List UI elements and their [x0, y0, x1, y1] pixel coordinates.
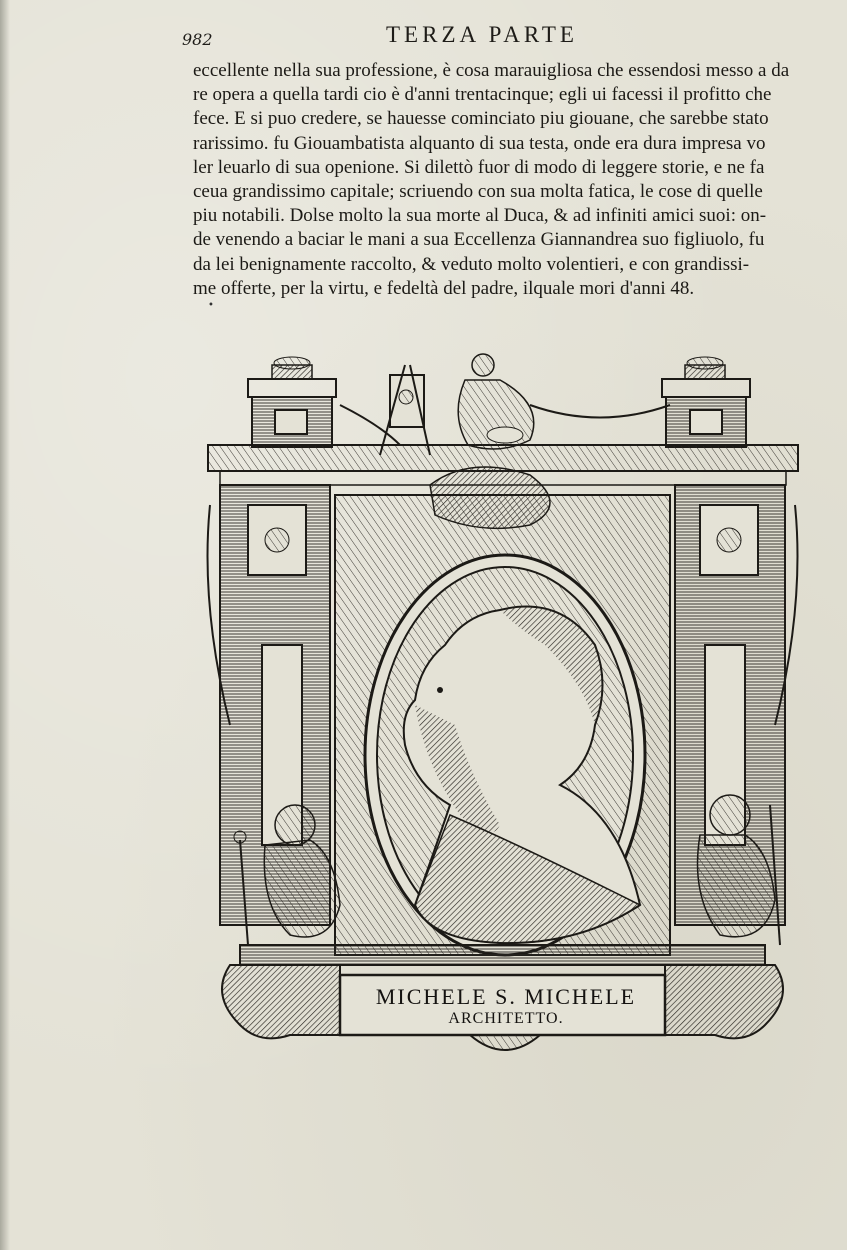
caption-name: MICHELE S. MICHELE	[375, 984, 637, 1009]
text-line: ler leuarlo di sua openione. Si dilettò fuor di modo di leggere storie, e ne fa	[193, 156, 765, 178]
text-line: rarissimo. fu Giouambatista alquanto di sua testa, onde era dura impresa vo	[193, 132, 766, 154]
top-right-urn	[685, 357, 725, 379]
page-number: 982	[182, 30, 213, 49]
portrait-caption	[356, 984, 656, 1028]
top-right-pedestal	[662, 379, 750, 447]
body-text	[193, 59, 813, 301]
top-left-urn	[272, 357, 312, 379]
text-line: ceua grandissimo capitale; scriuendo con sua molta fatica, le cose di quelle	[193, 180, 763, 202]
text-line: fece. E si puo credere, se hauesse cominciato piu giouane, che sarebbe stato	[193, 108, 769, 130]
woodcut-illustration	[200, 345, 805, 1070]
woodcut-portrait-frame	[200, 345, 805, 1070]
top-left-pedestal	[248, 379, 336, 447]
ornament-dot: •	[208, 300, 214, 311]
running-head: TERZA PARTE	[386, 22, 578, 47]
text-line: eccellente nella sua professione, è cosa marauigliosa che essendosi messo a da	[193, 60, 790, 81]
text-line: da lei benignamente raccolto, & veduto molto volentieri, e con grandissi-	[193, 253, 750, 275]
text-line: de venendo a baciar le mani a sua Eccellenza Giannandrea suo figliuolo, fu	[193, 229, 765, 251]
caption-title: ARCHITETTO.	[448, 1010, 564, 1027]
page-gutter-shadow	[0, 0, 10, 1250]
text-line: piu notabili. Dolse molto la sua morte al Duca, & ad infiniti amici suoi: on-	[193, 205, 767, 227]
base-cornice	[240, 945, 765, 965]
portrait-oval	[365, 555, 645, 955]
text-line: re opera a quella tardi cio è d'anni trentacinque; egli ui facessi il profitto che	[193, 84, 772, 106]
text-line: me offerte, per la virtu, e fedeltà del padre, ilquale mori d'anni 48.	[193, 277, 695, 299]
